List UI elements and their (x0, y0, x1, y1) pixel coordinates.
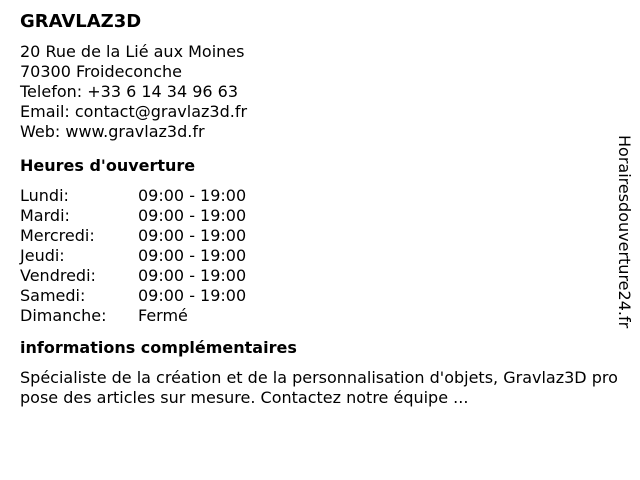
info-description: Spécialiste de la création et de la personnalisation d'objets, Gravlaz3D propose des articles sur mesure. Contactez notre équipe ... (20, 368, 618, 407)
site-watermark-label: Horairesdouverture24.fr (615, 135, 634, 329)
business-card (20, 10, 618, 408)
email-line: Email: contact@gravlaz3d.fr (20, 102, 248, 121)
business-name: GRAVLAZ3D (20, 11, 142, 32)
hours-day: Vendredi: (20, 266, 96, 285)
hours-time: 09:00 - 19:00 (138, 206, 247, 225)
hours-day: Jeudi: (20, 246, 65, 265)
hours-time: 09:00 - 19:00 (138, 286, 247, 305)
hours-time: 09:00 - 19:00 (138, 266, 247, 285)
hours-time: Fermé (138, 306, 188, 325)
hours-row (20, 226, 246, 246)
hours-heading: Heures d'ouverture (20, 156, 196, 175)
info-heading: informations complémentaires (20, 338, 297, 357)
hours-day: Mardi: (20, 206, 70, 225)
hours-row (20, 306, 246, 326)
hours-table (20, 186, 246, 326)
web-line: Web: www.gravlaz3d.fr (20, 122, 205, 141)
hours-day: Mercredi: (20, 226, 95, 245)
hours-time: 09:00 - 19:00 (138, 246, 247, 265)
hours-row (20, 246, 246, 266)
hours-row (20, 206, 246, 226)
phone-line: Telefon: +33 6 14 34 96 63 (20, 82, 239, 101)
hours-row (20, 186, 246, 206)
hours-day: Dimanche: (20, 306, 107, 325)
address-line-2: 70300 Froideconche (20, 62, 182, 81)
address-line-1: 20 Rue de la Lié aux Moines (20, 42, 245, 61)
hours-day: Samedi: (20, 286, 86, 305)
hours-time: 09:00 - 19:00 (138, 186, 247, 205)
hours-row (20, 286, 246, 306)
hours-day: Lundi: (20, 186, 69, 205)
hours-time: 09:00 - 19:00 (138, 226, 247, 245)
hours-row (20, 266, 246, 286)
